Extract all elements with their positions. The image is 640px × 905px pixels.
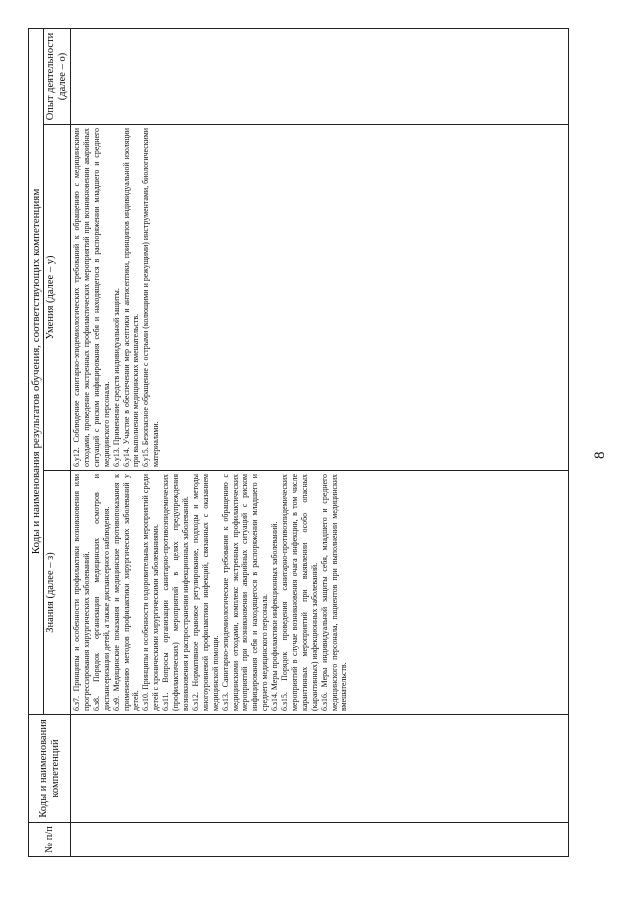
skill-item: 6.у14. Участие в обеспечении мер асептики и антисептики, принципов индивидуальной изоляции при выполнении медицинских вмешательств. xyxy=(121,128,141,467)
cell-num xyxy=(71,823,569,857)
cell-knowledge xyxy=(71,471,569,715)
col-header-skills: Умения (далее – у) xyxy=(44,125,71,471)
knowledge-item: 6.з13. Санитарно-эпидемиологические требования к обращению с медицинскими отходами, комплекс экстренных профилактических мероприятий при возникновении аварийных ситуаций с риском инфицирования себя и находящегося в распоряжении младшего и среднего медицинского персонала. xyxy=(220,474,270,711)
col-header-results-group: Коды и наименования результатов обучения, соответствующих компетенциям xyxy=(29,29,44,715)
page-number: 8 xyxy=(592,451,608,459)
skill-item: 6.у12. Соблюдение санитарно-эпидемиологических требований к обращению с медицинскими отходами, проведение экстренных профилактических мероприятий при возникновении аварийных ситуаций с риском инфицирования себя и находящегося в распоряжении младшего и среднего медицинского персонала. xyxy=(72,128,111,467)
table-header-row-1 xyxy=(29,29,44,857)
col-header-knowledge: Знания (далее – з) xyxy=(44,471,71,715)
knowledge-item: 6.з7. Принципы и особенности профилактики возникновения или прогрессирования хирургических заболеваний. xyxy=(72,474,91,711)
knowledge-item: 6.з10. Принципы и особенности оздоровительных мероприятий среди детей с хроническими хирургическими заболеваниями. xyxy=(141,474,161,711)
col-header-codes: Коды и наименования компетенций xyxy=(29,715,71,823)
col-header-experience: Опыт деятельности (далее – о) xyxy=(44,29,71,125)
competency-table xyxy=(28,28,569,857)
cell-skills xyxy=(71,125,569,471)
knowledge-item: 6.з16. Меры индивидуальной защиты себя, младшего и среднего медицинского персонала, пациентов при выполнении медицинских вмешательств. xyxy=(319,474,349,711)
skill-item: 6.у15. Безопасное обращение с острыми (колющими и режущими) инструментами, биологическими материалами. xyxy=(141,128,161,467)
skill-item: 6.у13. Применение средств индивидуальной защиты. xyxy=(111,288,121,467)
cell-codes xyxy=(71,715,569,823)
knowledge-item: 6.з11. Вопросы организации санитарно-противоэпидемических (профилактических) мероприятий в целях предупреждения возникновения и распространения инфекционных заболеваний. xyxy=(161,474,190,711)
knowledge-item: 6.з15. Порядок проведения санитарно-противоэпидемических мероприятий в случае возникновения очага инфекции, в том числе карантинных мероприятий при выявлении особо опасных (карантинных) инфекционных заболеваний. xyxy=(280,474,319,711)
col-header-num: № п/п xyxy=(29,823,71,857)
knowledge-item: 6.з14. Меры профилактики инфекционных заболеваний. xyxy=(270,521,280,711)
knowledge-item: 6.з8. Порядок организации медицинских осмотров и диспансеризации детей, а также диспансерного наблюдения. xyxy=(91,474,111,711)
table-row xyxy=(71,29,569,857)
cell-experience xyxy=(71,29,569,125)
knowledge-item: 6.з9. Медицинские показания и медицинские противопоказания к применению методов профилактики хирургических заболеваний у детей. xyxy=(111,474,141,711)
knowledge-item: 6.з12. Нормативное правовое регулирование, подходы и методы многоуровневой профилактики инфекций, связанных с оказанием медицинской помощи. xyxy=(190,474,220,711)
